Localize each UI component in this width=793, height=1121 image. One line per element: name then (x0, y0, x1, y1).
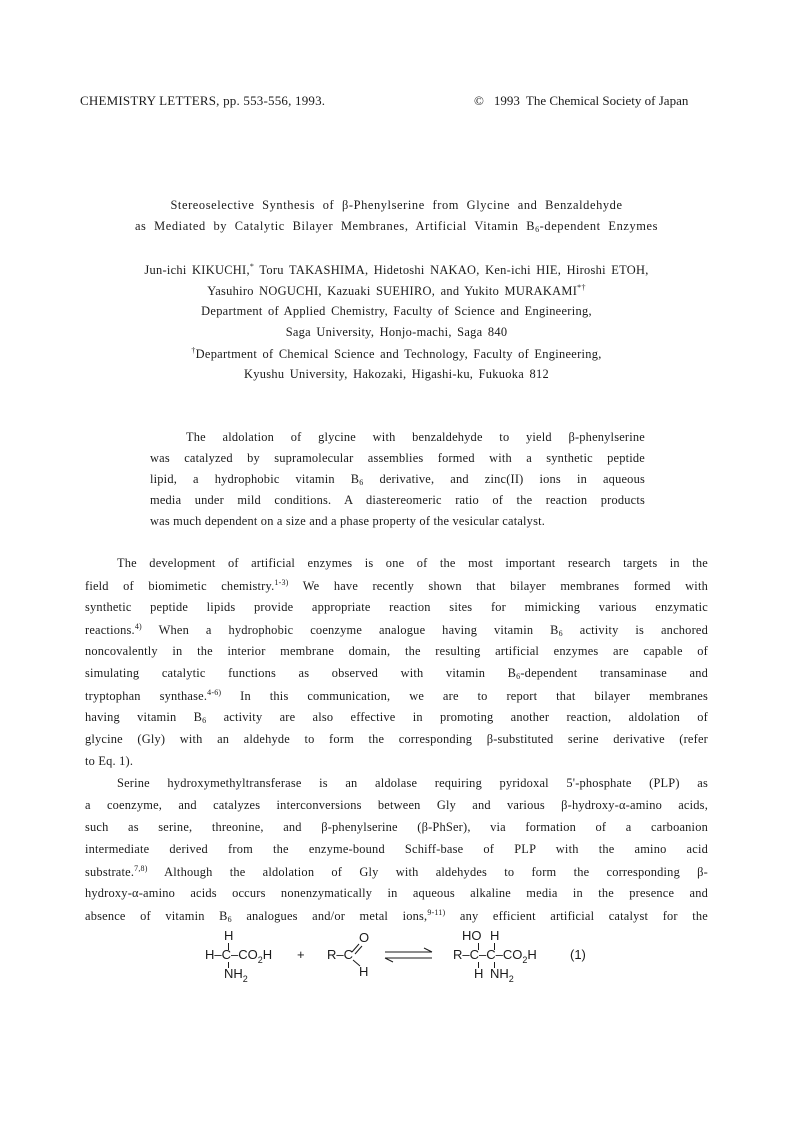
copyright-year: 1993 (493, 93, 520, 108)
authors-line-2 (40, 283, 753, 299)
citation-ref: 4) (134, 622, 142, 631)
citation-ref: 7,8) (134, 864, 148, 873)
copyright-notice (474, 93, 688, 109)
abstract-line-4: media under mild conditions. A diastereomeric ratio of the reaction products (150, 493, 645, 507)
body-text: tryptophan synthase. (85, 689, 208, 703)
body-line (85, 578, 708, 594)
body-line (85, 710, 708, 725)
abstract-line-5: was much dependent on a size and a phase property of the vesicular catalyst. (150, 514, 546, 528)
body-text: field of biomimetic chemistry. (85, 579, 275, 593)
body-subscript: 6 (227, 915, 232, 924)
body-text: -dependent transaminase and (520, 666, 708, 680)
body-text: simulating catalytic functions as observed with vitamin B (85, 666, 517, 680)
reverse-arrow-head (385, 958, 393, 962)
body-line (85, 864, 708, 880)
body-subscript: 6 (558, 629, 563, 638)
gly-nh2: $NH_2$ (224, 966, 248, 984)
title-text: -dependent Enzymes (539, 219, 659, 233)
affiliation-line-4: Kyushu University, Hakozaki, Higashi-ku, Fukuoka 812 (244, 367, 549, 381)
body-line: The development of artificial enzymes is one of the most important research targets in the (117, 556, 708, 570)
body-text: activity are also effective in promoting another reaction, aldolation of (206, 710, 708, 724)
body-subscript: 6 (202, 716, 207, 725)
body-line: hydroxy-α-amino acids occurs nonenzymatically in aqueous alkaline media in the presence and (85, 886, 708, 900)
author-text: Jun-ichi KIKUCHI, (144, 263, 250, 277)
authors-line-1 (40, 262, 753, 278)
reaction-equation (0, 920, 793, 990)
abstract-text: lipid, a hydrophobic vitamin B (150, 472, 360, 486)
author-mark: *† (577, 283, 586, 292)
equation-drawing (0, 920, 793, 990)
product-ho: HO (462, 928, 482, 943)
forward-arrow-head (424, 948, 432, 952)
body-line: glycine (Gly) with an aldehyde to form the corresponding β-substituted serine derivative (refer (85, 732, 708, 746)
copyright-holder: The Chemical Society of Japan (525, 93, 689, 108)
journal-citation: CHEMISTRY LETTERS, pp. 553-556, 1993. (80, 93, 326, 108)
equation-number: (1) (570, 947, 586, 962)
abstract-line-1: The aldolation of glycine with benzaldehyde to yield β-phenylserine (186, 430, 645, 444)
body-text: reactions. (85, 623, 135, 637)
gly-h-top: H (224, 928, 234, 943)
author-text: Yasuhiro NOGUCHI, Kazuaki SUEHIRO, and Yukito MURAKAMI (207, 284, 578, 298)
body-line: intermediate derived from the enzyme-bound Schiff-base of PLP with the amino acid (85, 842, 708, 856)
citation-ref: 4-6) (207, 688, 222, 697)
paper-title-line-2 (40, 219, 753, 234)
body-line: synthetic peptide lipids provide appropriate reaction sites for mimicking various enzymatic (85, 600, 708, 614)
author-mark: * (249, 262, 255, 271)
citation-ref: 1-3) (274, 578, 289, 587)
paper-title-line-1: Stereoselective Synthesis of β-Phenylserine from Glycine and Benzaldehyde (170, 198, 623, 212)
body-text: We have recently shown that bilayer membranes formed with (288, 579, 708, 593)
author-text: Toru TAKASHIMA, Hidetoshi NAKAO, Ken-ichi HIE, Hiroshi ETOH, (254, 263, 649, 277)
body-line (85, 666, 708, 681)
body-text: analogues and/or metal ions, (231, 909, 428, 923)
title-text: as Mediated by Catalytic Bilayer Membranes, Artificial Vitamin B (134, 219, 536, 233)
aldehyde-o: O (359, 930, 370, 945)
body-text: substrate. (85, 865, 135, 879)
affiliation-line-1: Department of Applied Chemistry, Faculty of Science and Engineering, (201, 304, 592, 318)
copyright-symbol: © (474, 93, 484, 108)
product-h-bottom: H (474, 966, 484, 981)
aldehyde-h: H (359, 964, 369, 979)
body-line: such as serine, threonine, and β-phenylserine (β-PhSer), via formation of a carboanion (85, 820, 708, 834)
citation-ref: 9-11) (427, 908, 446, 917)
affiliation-text: Department of Chemical Science and Technology, Faculty of Engineering, (195, 347, 602, 361)
affiliation-mark: † (191, 346, 196, 355)
body-line (85, 622, 708, 638)
aldehyde-rc: R–C (327, 947, 354, 962)
body-line: noncovalently in the interior membrane domain, the resulting artificial enzymes are capable of (85, 644, 708, 658)
body-text: absence of vitamin B (85, 909, 228, 923)
body-text: any efficient artificial catalyst for the (445, 909, 708, 923)
gly-left: $H-C-CO_2H$ (205, 947, 273, 965)
body-text: Although the aldolation of Gly with aldehydes to form the corresponding β- (147, 865, 708, 879)
body-text: activity is anchored (562, 623, 708, 637)
abstract-line-2: was catalyzed by supramolecular assemblies formed with a synthetic peptide (150, 451, 645, 465)
body-text: In this communication, we are to report that bilayer membranes (221, 689, 708, 703)
abstract-text: derivative, and zinc(II) ions in aqueous (363, 472, 645, 486)
body-line: a coenzyme, and catalyzes interconversions between Gly and various β-hydroxy-α-amino acids, (85, 798, 708, 812)
body-subscript: 6 (516, 672, 521, 681)
body-text: When a hydrophobic coenzyme analogue having vitamin B (141, 623, 559, 637)
affiliation-line-2: Saga University, Honjo-machi, Saga 840 (285, 325, 508, 339)
product-nh2: $NH_2$ (490, 966, 514, 984)
product-main: $R-C-C-CO_2H$ (453, 947, 537, 965)
body-line: to Eq. 1). (85, 754, 134, 768)
plus-sign: + (297, 947, 305, 962)
body-line: Serine hydroxymethyltransferase is an aldolase requiring pyridoxal 5'-phosphate (PLP) as (117, 776, 708, 790)
affiliation-line-3 (40, 346, 753, 362)
body-text: having vitamin B (85, 710, 203, 724)
body-line (85, 688, 708, 704)
abstract-subscript: 6 (359, 478, 364, 487)
abstract-line-3 (150, 472, 645, 487)
title-subscript: 6 (535, 225, 540, 234)
product-h-top: H (490, 928, 500, 943)
